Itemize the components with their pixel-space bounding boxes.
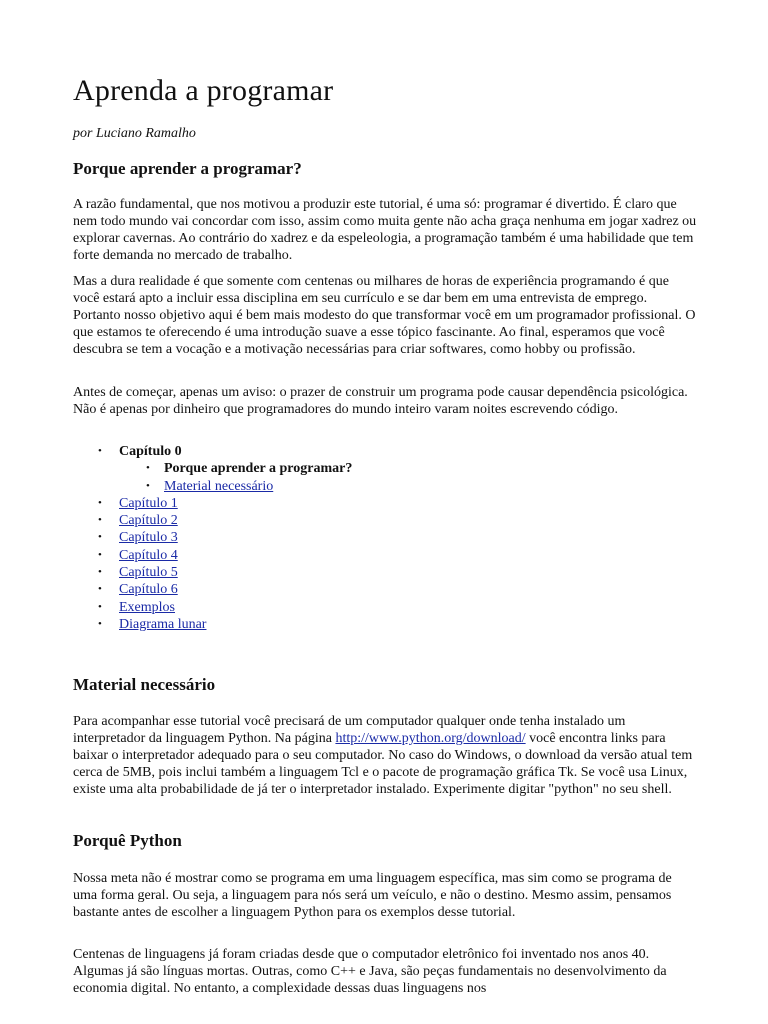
toc-link-chapter-6[interactable]: Capítulo 6 [119,582,178,598]
toc-item[interactable] [73,581,697,598]
section-why-program [73,158,697,180]
section-why-python [73,830,697,852]
toc-item[interactable] [73,599,697,616]
section-why-python-body-2 [73,946,697,997]
python-download-link[interactable]: http://www.python.org/download/ [335,731,526,746]
toc-subitem-material[interactable] [119,478,697,495]
toc-link-chapter-4[interactable]: Capítulo 4 [119,547,178,563]
paragraph: Centenas de linguagens já foram criadas desde que o computador eletrônico foi inventado nos anos 40. Algumas já são línguas mortas. Outras, como C++ e Java, são peças fundamentais no desenvolvimento da economia digital. No entanto, a complexidade dessas duas linguagens nos [73,947,667,996]
toc-link-material[interactable]: Material necessário [164,478,274,494]
toc-link-chapter-5[interactable]: Capítulo 5 [119,565,178,581]
table-of-contents [73,443,697,633]
section-why-program-body-3 [73,384,697,418]
page-title: Aprenda a programar [73,74,334,107]
paragraph: A razão fundamental, que nos motivou a produzir este tutorial, é uma só: programar é divertido. É claro que nem todo mundo vai concordar com isso, assim como muita gente não acha graça nenhuma em jogar xadrez ou explorar cavernas. Ao contrário do xadrez e da espeleologia, a programação também é uma habilidade que tem forte demanda no mercado de trabalho. [73,197,697,263]
section-heading: Porquê Python [73,831,182,850]
toc-item[interactable] [73,529,697,546]
paragraph: Mas a dura realidade é que somente com centenas ou milhares de horas de experiência programando é que você estará apto a incluir essa disciplina em seu currículo e se dar bem em uma entrevista de emprego. Portanto nosso objetivo aqui é bem mais modesto do que transformar você em um programador profissional. O que estamos te oferecendo é uma introdução suave a esse tópico fascinante. Ao final, esperamos que você descubra se tem a vocação e a motivação necessárias para criar softwares, como hobby ou profissão. [73,274,696,357]
section-why-program-body [73,196,697,264]
toc-item[interactable] [73,495,697,512]
author-byline: por Luciano Ramalho [73,126,196,141]
text-run: você encontra links para baixar o interpretador adequado para o seu computador. No caso do Windows, o download da versão atual tem cerca de 5MB, pois inclui também a linguagem Tcl e o pacote de programação gráfica Tk. Se você usa Linux, existe uma alta probabilidade de já ter o interpretador instalado. Experimente digitar "python" no seu shell. [73,731,693,797]
toc-link-lunar-diagram[interactable]: Diagrama lunar [119,616,207,632]
toc-item[interactable] [73,564,697,581]
toc-link-chapter-3[interactable]: Capítulo 3 [119,530,178,546]
toc-item[interactable] [73,547,697,564]
paragraph: Antes de começar, apenas um aviso: o prazer de construir um programa pode causar dependência psicológica. Não é apenas por dinheiro que programadores do mundo inteiro varam noites escrevendo código. [73,385,688,417]
toc-current-label: Porque aprender a programar? [164,461,353,477]
toc-item-chapter-0 [73,443,697,495]
section-why-python-body [73,870,697,921]
toc-item[interactable] [73,616,697,633]
section-heading: Porque aprender a programar? [73,159,302,178]
toc-link-examples[interactable]: Exemplos [119,599,175,615]
text-run: Para acompanhar esse tutorial você precisará de um computador qualquer onde tenha instalado um interpretador da linguagem Python. Na página [73,714,626,746]
section-why-program-body-2 [73,273,697,358]
toc-link-chapter-1[interactable]: Capítulo 1 [119,495,178,511]
section-heading: Material necessário [73,675,216,694]
toc-chapter-0-label: Capítulo 0 [119,444,182,459]
paragraph: Nossa meta não é mostrar como se programa em uma linguagem específica, mas sim como se programa de uma forma geral. Ou seja, a linguagem para nós será um veículo, e não o destino. Mesmo assim, pensamos bastante antes de escolher a linguagem Python para os exemplos desse tutorial. [73,871,672,920]
toc-link-chapter-2[interactable]: Capítulo 2 [119,513,178,529]
section-material-body [73,713,697,798]
toc-item[interactable] [73,512,697,529]
section-material [73,674,697,696]
paragraph [73,713,697,798]
toc-subitem-current [119,460,697,477]
